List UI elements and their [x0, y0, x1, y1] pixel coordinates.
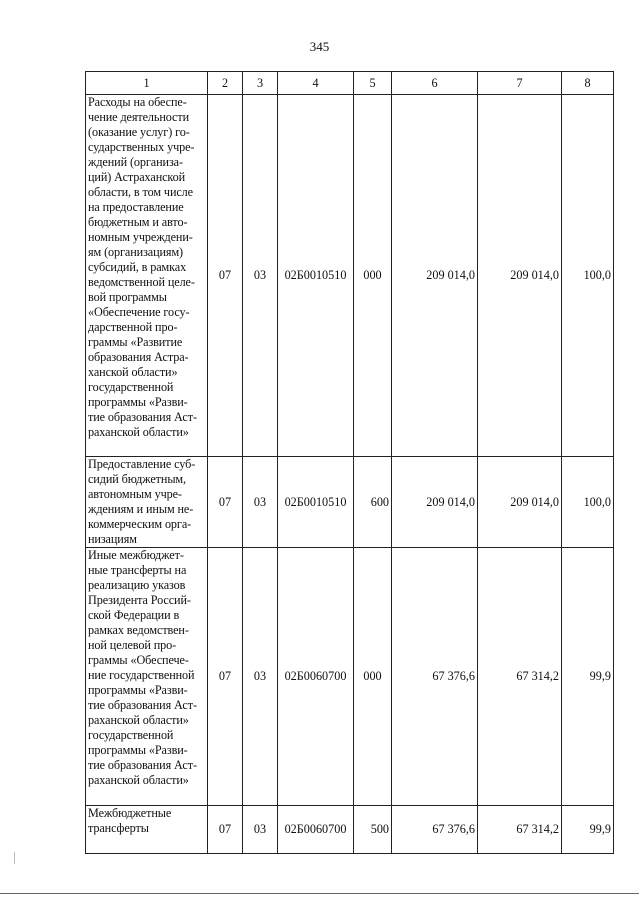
target-article-code: 02Б0060700 — [278, 548, 354, 806]
page-number: 345 — [309, 39, 330, 54]
header-cell-2: 2 — [208, 72, 243, 95]
execution-percent: 99,9 — [562, 548, 614, 806]
header-cell-1: 1 — [86, 72, 208, 95]
subsection-code: 03 — [243, 95, 278, 457]
expense-type-code: 000 — [354, 548, 392, 806]
row-description: Межбюджетные трансферты — [86, 806, 208, 854]
subsection-code: 03 — [243, 806, 278, 854]
subsection-code: 03 — [243, 457, 278, 548]
table-row — [86, 806, 614, 854]
row-description: Расходы на обеспе- чение деятельности (оказание услуг) го- сударственных учре- ждений (организа- ций) Астраханской области, в том числе на предоставление бюджетным и авто- номным учреждени- ям (организациям) субсидий, в рамках ведомственной целе- вой программы «Обеспечение госу- дарственной про- граммы «Развитие образования Астра- ханской области» государственной программы «Разви- тие образования Аст- раханской области» — [86, 95, 208, 457]
executed-amount: 67 314,2 — [478, 806, 562, 854]
expense-type-code: 600 — [354, 457, 392, 548]
planned-amount: 209 014,0 — [392, 95, 478, 457]
target-article-code: 02Б0010510 — [278, 95, 354, 457]
executed-amount: 67 314,2 — [478, 548, 562, 806]
row-description: Иные межбюджет- ные трансферты на реализацию указов Президента Россий- ской Федерации в рамках ведомствен- ной целевой про- граммы «Обеспече- ние государственной программы «Разви- тие образования Аст- раханской области» государственной программы «Разви- тие образования Аст- раханской области» — [86, 548, 208, 806]
execution-percent: 100,0 — [562, 457, 614, 548]
header-row — [86, 72, 614, 95]
section-code: 07 — [208, 457, 243, 548]
target-article-code: 02Б0060700 — [278, 806, 354, 854]
budget-table — [85, 71, 614, 854]
subsection-code: 03 — [243, 548, 278, 806]
scan-margin-mark — [14, 852, 15, 864]
header-cell-3: 3 — [243, 72, 278, 95]
bottom-rule — [0, 893, 639, 894]
header-cell-6: 6 — [392, 72, 478, 95]
planned-amount: 67 376,6 — [392, 806, 478, 854]
table-row — [86, 95, 614, 457]
header-cell-8: 8 — [562, 72, 614, 95]
row-description: Предоставление суб- сидий бюджетным, автономным учре- ждениям и иным не- коммерческим орга- низациям — [86, 457, 208, 548]
expense-type-code: 500 — [354, 806, 392, 854]
target-article-code: 02Б0010510 — [278, 457, 354, 548]
table-row — [86, 457, 614, 548]
table-row — [86, 548, 614, 806]
execution-percent: 99,9 — [562, 806, 614, 854]
executed-amount: 209 014,0 — [478, 457, 562, 548]
section-code: 07 — [208, 548, 243, 806]
planned-amount: 209 014,0 — [392, 457, 478, 548]
planned-amount: 67 376,6 — [392, 548, 478, 806]
expense-type-code: 000 — [354, 95, 392, 457]
execution-percent: 100,0 — [562, 95, 614, 457]
header-cell-5: 5 — [354, 72, 392, 95]
header-cell-4: 4 — [278, 72, 354, 95]
section-code: 07 — [208, 806, 243, 854]
header-cell-7: 7 — [478, 72, 562, 95]
executed-amount: 209 014,0 — [478, 95, 562, 457]
section-code: 07 — [208, 95, 243, 457]
